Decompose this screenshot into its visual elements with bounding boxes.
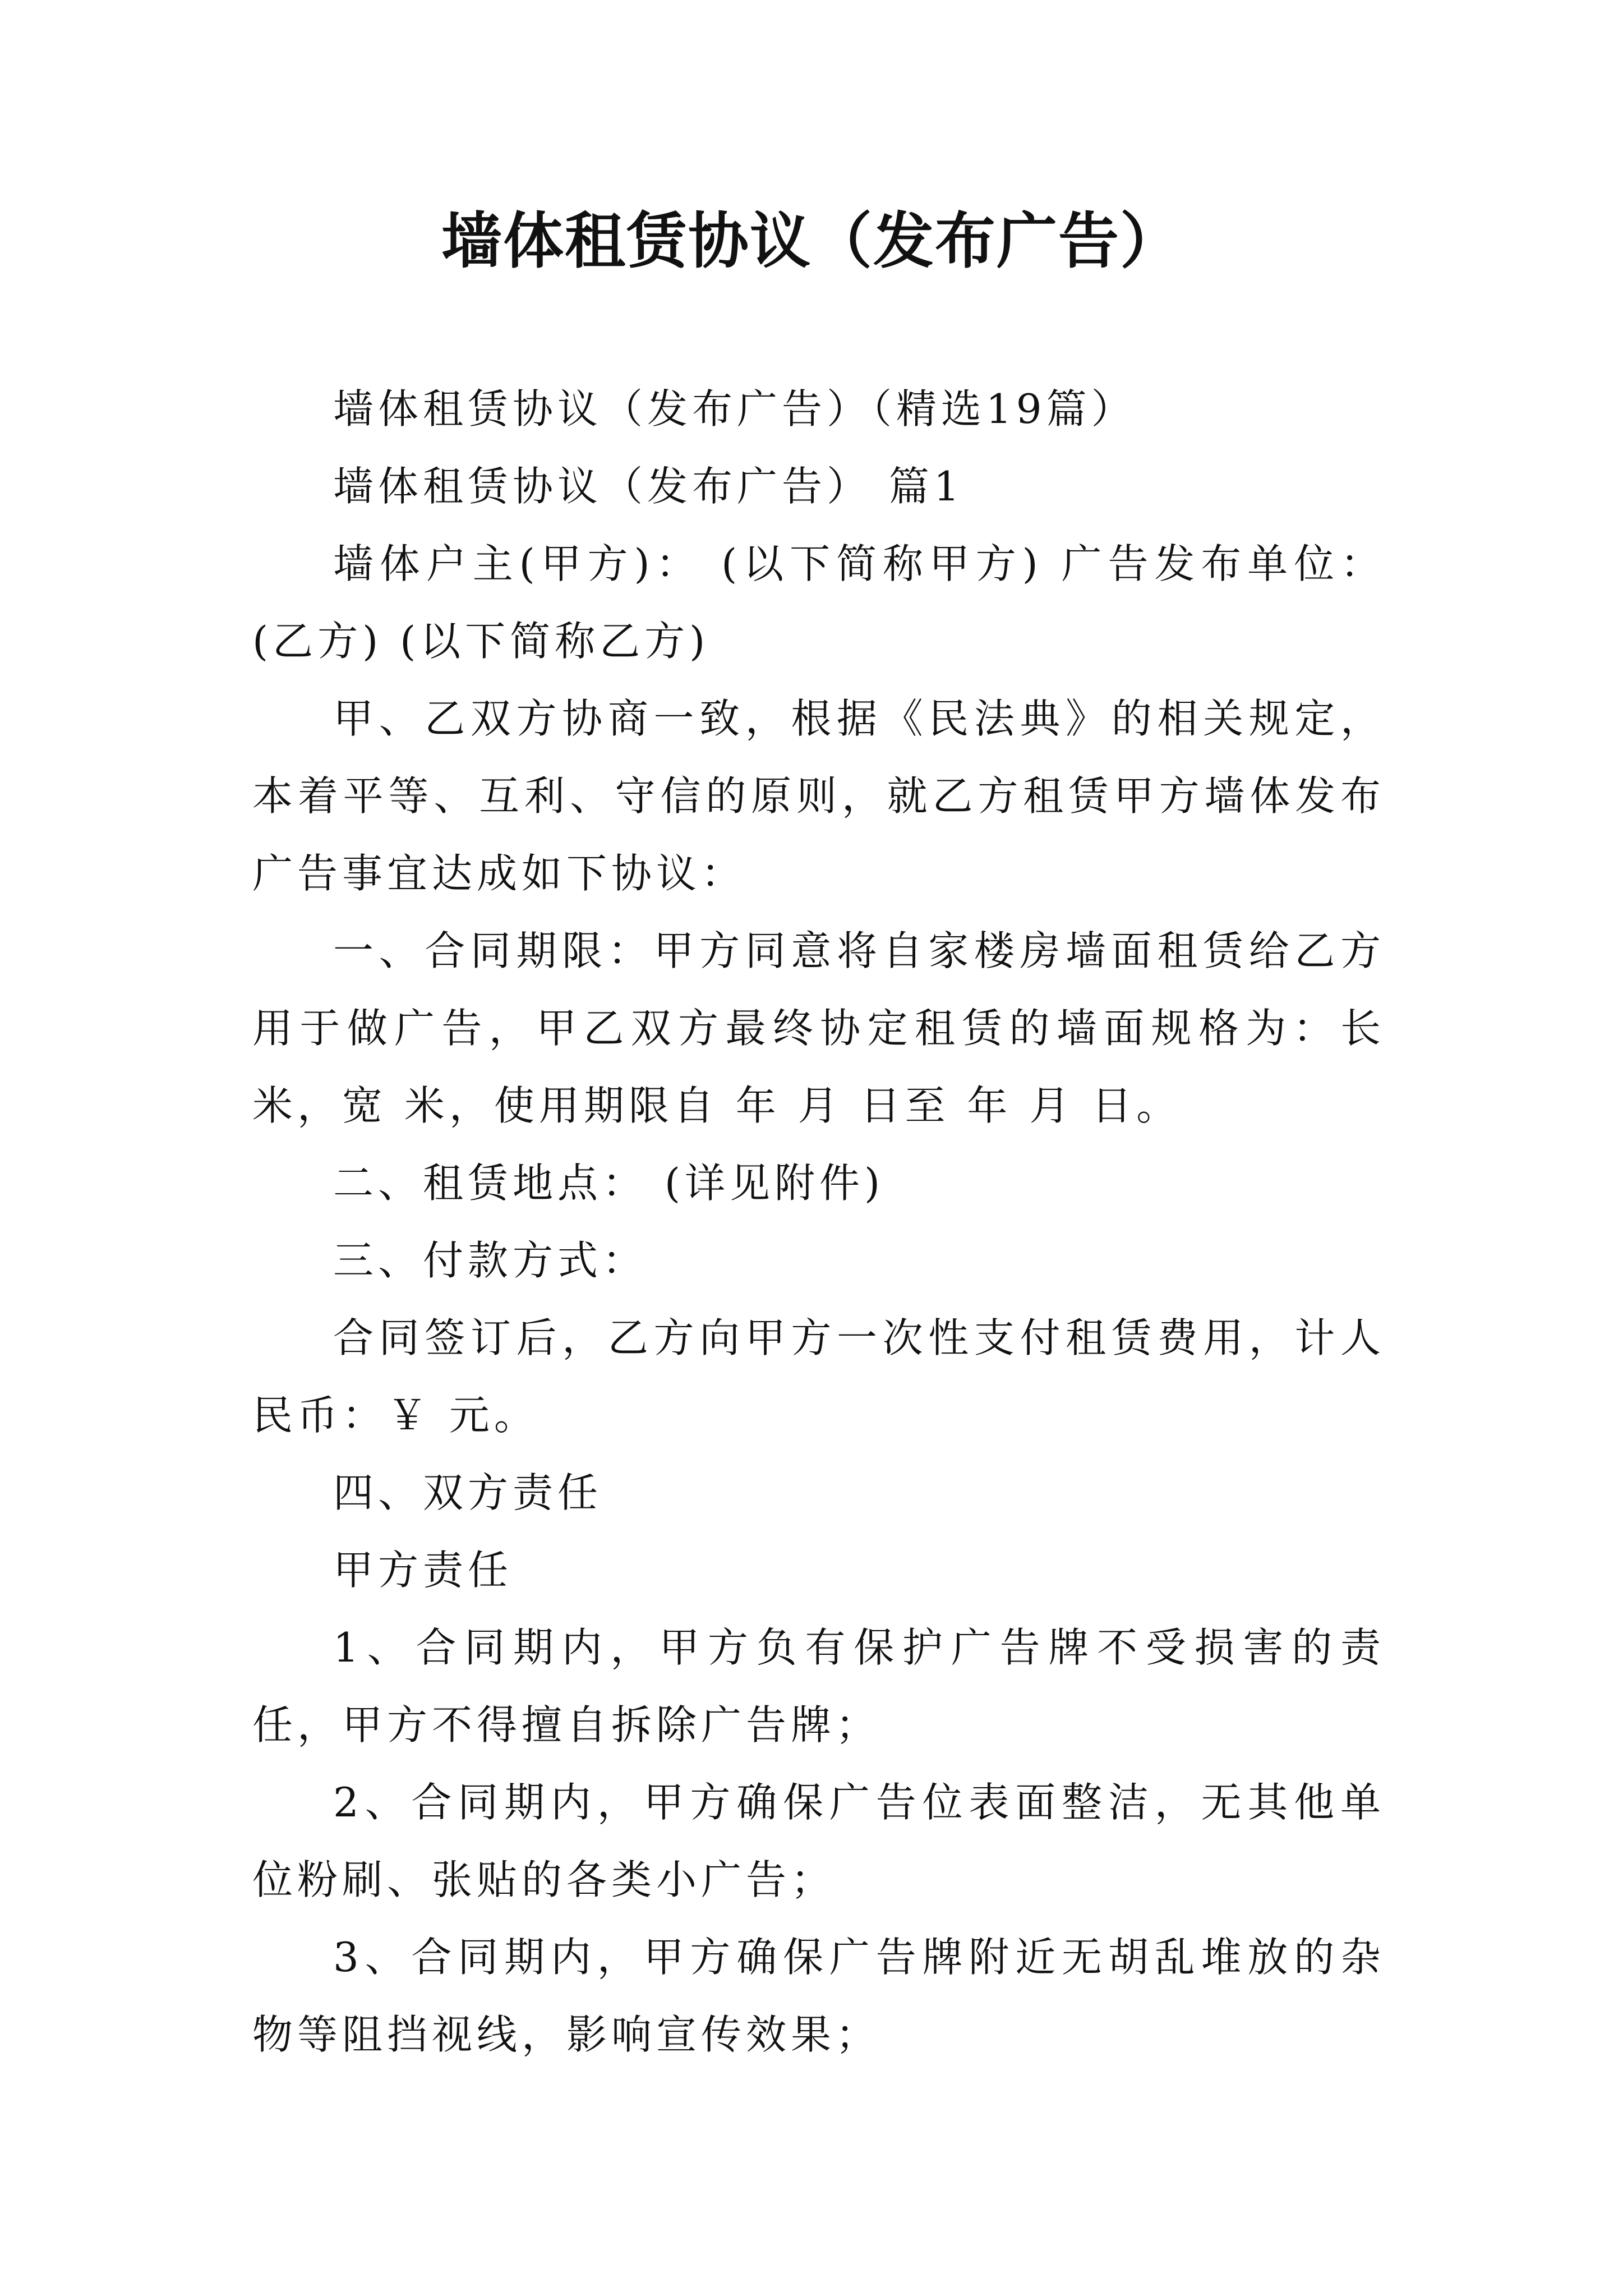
paragraph-party-a-heading: 甲方责任 [333,1547,513,1594]
paragraph-preamble: 甲、乙双方协商一致，根据《民法典》的相关规定，本着平等、互利、守信的原则，就乙方租赁甲方墙体发布广告事宜达成如下协议： [252,695,1385,897]
paragraph-responsibilities-heading: 四、双方责任 [333,1469,603,1516]
paragraph-payment-heading: 三、付款方式： [333,1237,648,1284]
paragraph-parties: 墙体户主(甲方)： (以下简称甲方) 广告发布单位：(乙方) (以下简称乙方) [252,540,1385,665]
paragraph-subtitle: 墙体租赁协议（发布广告）（精选19篇） [333,385,1136,432]
document-title: 墙体租赁协议（发布广告） [441,206,1182,277]
paragraph-location: 二、租赁地点： (详见附件) [333,1159,885,1207]
paragraph-item-1: 1、合同期内，甲方负有保护广告牌不受损害的责任，甲方不得擅自拆除广告牌； [252,1624,1385,1749]
paragraph-payment: 合同签订后，乙方向甲方一次性支付租赁费用，计人民币：￥ 元。 [252,1314,1385,1439]
paragraph-term: 一、合同期限：甲方同意将自家楼房墙面租赁给乙方用于做广告，甲乙双方最终协定租赁的墙面规格为：长 米，宽 米，使用期限自 年 月 日至 年 月 日。 [252,927,1385,1129]
paragraph-item-2: 2、合同期内，甲方确保广告位表面整洁，无其他单位粉刷、张贴的各类小广告； [252,1779,1385,1903]
paragraph-section-heading: 墙体租赁协议（发布广告） 篇1 [333,463,964,510]
paragraph-item-3: 3、合同期内，甲方确保广告牌附近无胡乱堆放的杂物等阻挡视线，影响宣传效果； [252,1934,1385,2058]
document-body [252,370,1385,2073]
